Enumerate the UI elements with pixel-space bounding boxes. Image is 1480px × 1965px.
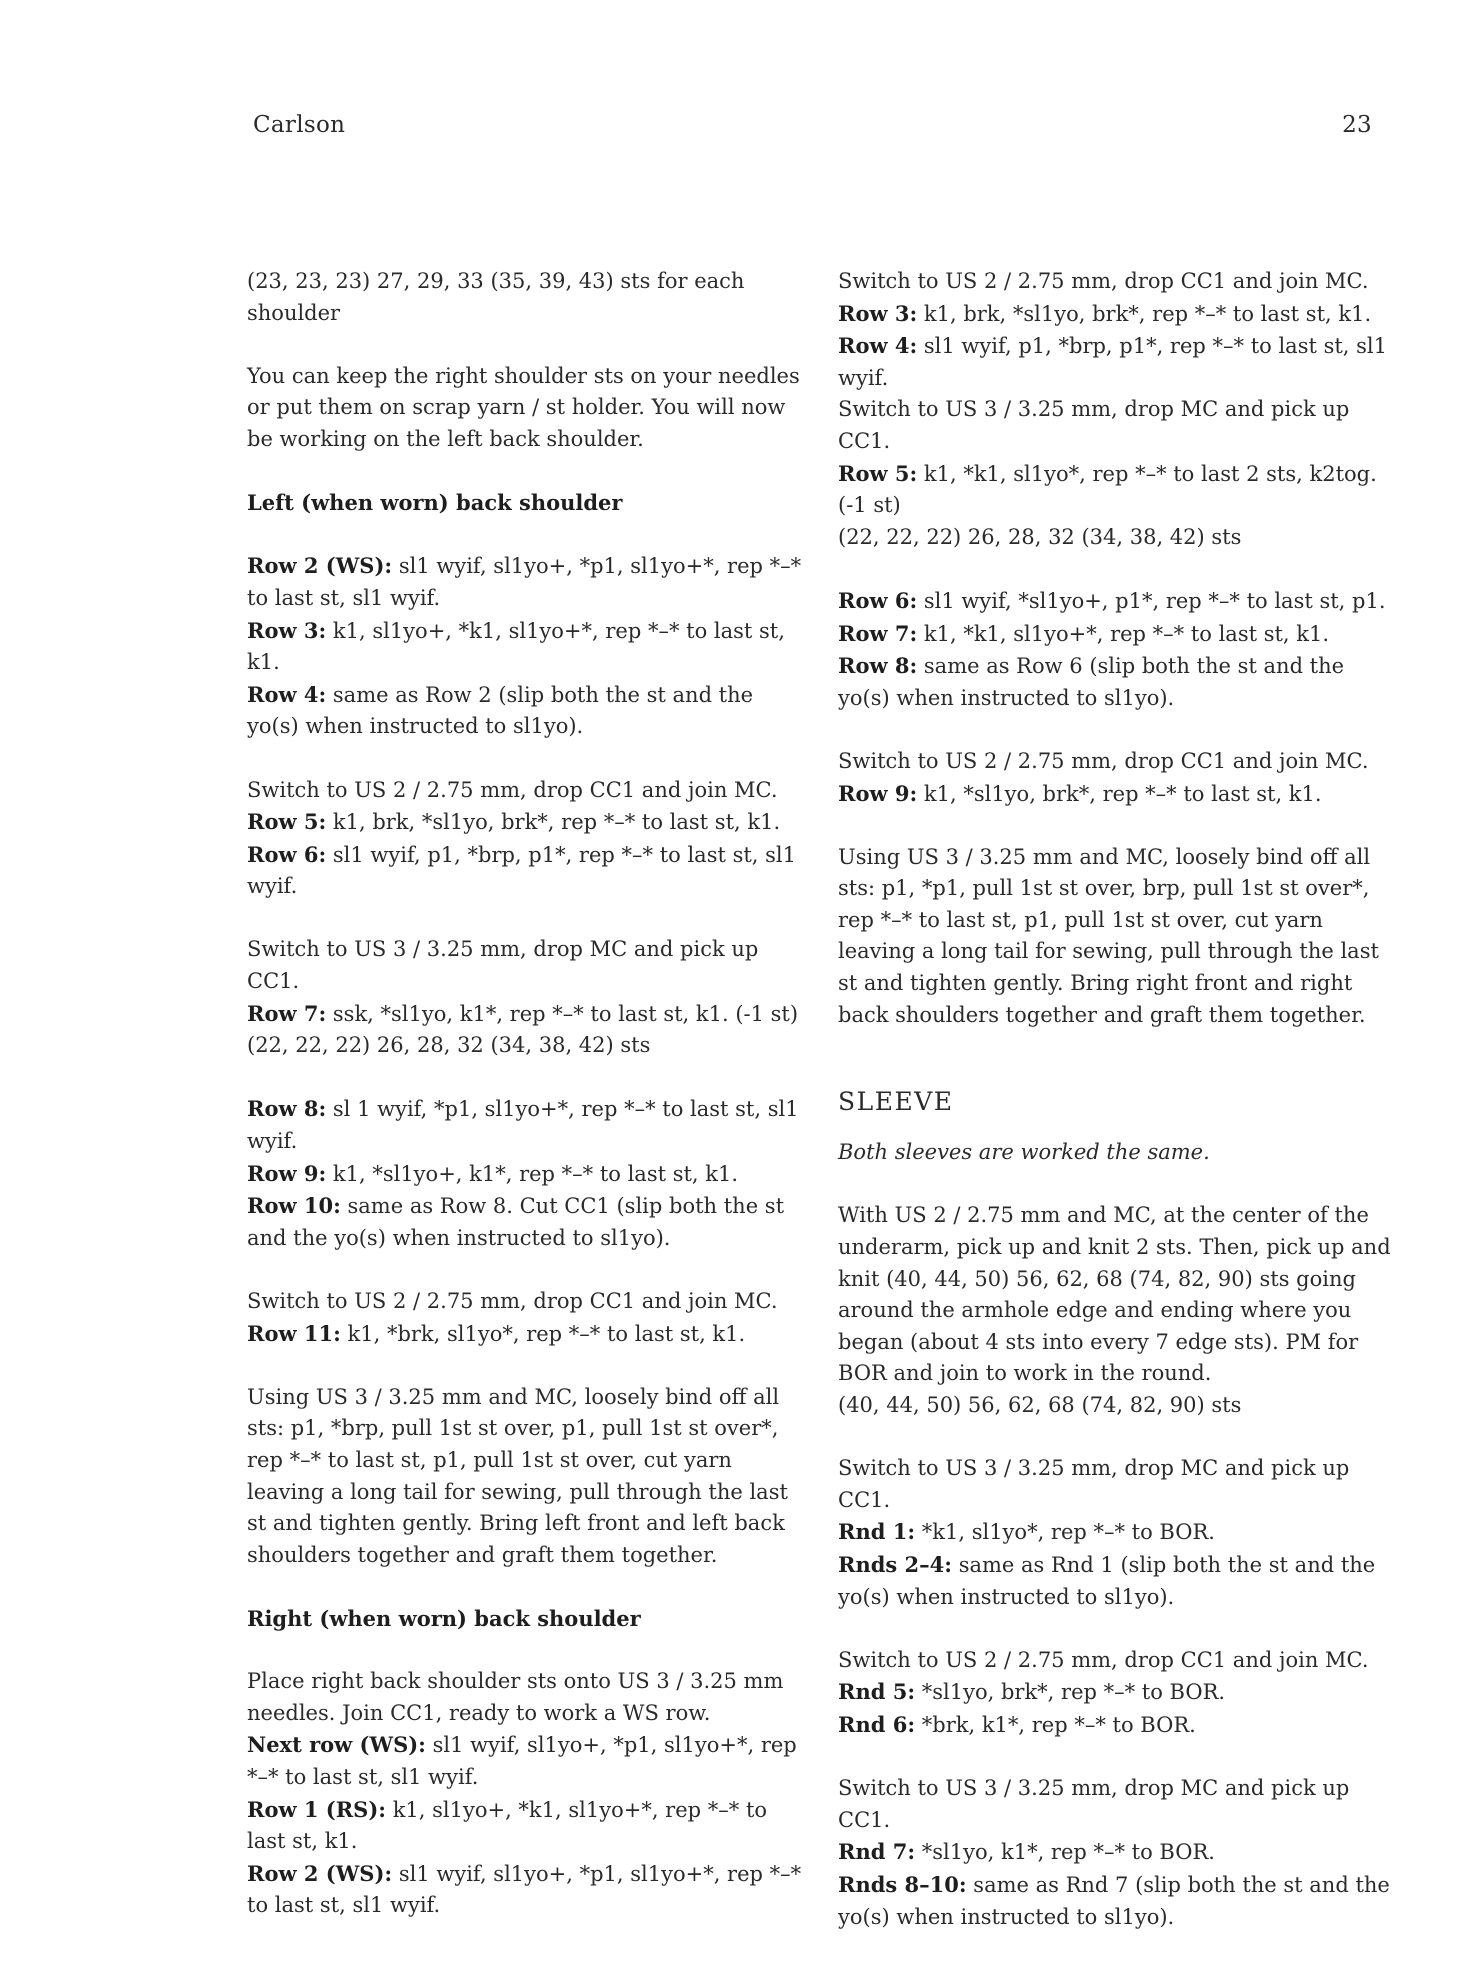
section-title-sleeve: SLEEVE — [838, 1087, 954, 1117]
row-label: Row 3: — [247, 617, 327, 643]
row-block — [838, 1645, 1393, 1742]
row-text: sl1 wyif, p1, *brp, p1*, rep *–* to last st, sl1 wyif. — [838, 334, 1388, 390]
row-block — [247, 775, 802, 903]
round-label: Rnd 1: — [838, 1519, 916, 1545]
row-instruction — [247, 1729, 802, 1793]
round-instruction — [838, 1869, 1393, 1933]
row-block — [247, 1286, 802, 1350]
row-label: Row 10: — [247, 1193, 341, 1219]
row-block — [838, 1200, 1393, 1421]
row-text: k1, sl1yo+, *k1, sl1yo+*, rep *–* to last st, k1. — [247, 618, 785, 675]
round-text: same as Rnd 7 (slip both the st and the yo(s) when instructed to sl1yo). — [838, 1872, 1390, 1929]
row-label: Row 8: — [838, 653, 918, 679]
row-instruction — [247, 1093, 802, 1157]
row-text: sl1 wyif, p1, *brp, p1*, rep *–* to last st, sl1 wyif. — [247, 842, 797, 899]
row-instruction — [247, 839, 802, 903]
row-block — [838, 1453, 1393, 1613]
row-block — [247, 1093, 802, 1254]
row-label: Row 11: — [247, 1320, 341, 1346]
row-instruction — [838, 458, 1393, 522]
row-text: k1, *brk, sl1yo*, rep *–* to last st, k1. — [340, 1321, 746, 1346]
row-text: sl 1 wyif, *p1, sl1yo+*, rep *–* to last st, sl1 wyif. — [247, 1097, 799, 1154]
switch-instruction: Switch to US 2 / 2.75 mm, drop CC1 and join MC. — [247, 777, 778, 802]
row-block — [838, 1773, 1393, 1933]
row-label: Row 6: — [838, 587, 918, 613]
row-instruction — [247, 1318, 802, 1351]
round-instruction — [838, 1516, 1393, 1549]
row-text: k1, *sl1yo, brk*, rep *–* to last st, k1. — [917, 781, 1322, 806]
row-instruction — [838, 298, 1393, 331]
row-instruction — [838, 330, 1393, 394]
row-label: Row 8: — [247, 1096, 327, 1122]
row-text: sl1 wyif, *sl1yo+, p1*, rep *–* to last st, p1. — [917, 588, 1386, 613]
subheading-right-back-shoulder: Right (when worn) back shoulder — [247, 1605, 641, 1631]
switch-instruction: Switch to US 3 / 3.25 mm, drop MC and pick up CC1. — [838, 1776, 1350, 1832]
stitch-count: (22, 22, 22) 26, 28, 32 (34, 38, 42) sts — [247, 1033, 651, 1058]
sleeve-note: Both sleeves are worked the same. — [838, 1140, 1210, 1165]
round-label: Rnd 7: — [838, 1839, 916, 1865]
row-instruction — [838, 618, 1393, 651]
round-text: same as Rnd 1 (slip both the st and the yo(s) when instructed to sl1yo). — [838, 1552, 1376, 1609]
row-block — [247, 550, 802, 743]
row-text: k1, *k1, sl1yo*, rep *–* to last 2 sts, k2tog. (-1 st) — [838, 461, 1377, 518]
row-label: Row 2 (WS): — [247, 1860, 393, 1886]
round-label: Rnds 2–4: — [838, 1551, 953, 1577]
round-instruction — [838, 1549, 1393, 1613]
row-instruction — [247, 615, 802, 679]
switch-instruction: Switch to US 2 / 2.75 mm, drop CC1 and join MC. — [247, 1289, 778, 1313]
row-label: Next row (WS): — [247, 1732, 426, 1758]
row-label: Row 3: — [838, 300, 918, 326]
row-text: k1, sl1yo+, *k1, sl1yo+*, rep *–* to last st, k1. — [247, 1797, 768, 1854]
row-text: sl1 wyif, sl1yo+, *p1, sl1yo+*, rep *–* to last st, sl1 wyif. — [247, 1733, 797, 1789]
row-instruction — [838, 585, 1393, 618]
round-text: *sl1yo, k1*, rep *–* to BOR. — [915, 1840, 1215, 1865]
round-instruction — [838, 1709, 1393, 1742]
bind-off-paragraph: Using US 3 / 3.25 mm and MC, loosely bind off all sts: p1, *p1, pull 1st st over, brp, pull 1st st over*, rep *–* to last st, p1, pull 1st st over, cut yarn leaving a long tail for sewing, pull through the last st and tighten gently. Bring right front and right back shoulders together and graft them together. — [838, 844, 1379, 1027]
round-label: Rnd 6: — [838, 1711, 916, 1737]
row-instruction — [247, 1190, 802, 1254]
switch-instruction: Switch to US 3 / 3.25 mm, drop MC and pick up CC1. — [247, 937, 759, 994]
row-text: ssk, *sl1yo, k1*, rep *–* to last st, k1. (-1 st) — [326, 1001, 799, 1026]
switch-instruction: Switch to US 3 / 3.25 mm, drop MC and pick up CC1. — [838, 397, 1350, 453]
round-instruction — [838, 1836, 1393, 1869]
round-instruction — [838, 1676, 1393, 1709]
row-label: Row 4: — [247, 681, 327, 707]
right-column — [838, 266, 1393, 1965]
row-instruction — [247, 550, 802, 614]
switch-instruction: Switch to US 2 / 2.75 mm, drop CC1 and join MC. — [838, 269, 1369, 293]
switch-instruction: Switch to US 2 / 2.75 mm, drop CC1 and join MC. — [838, 748, 1369, 773]
stitch-count: (23, 23, 23) 27, 29, 33 (35, 39, 43) sts for each shoulder — [247, 269, 745, 325]
row-text: k1, brk, *sl1yo, brk*, rep *–* to last st, k1. — [917, 301, 1372, 326]
pickup-instruction: With US 2 / 2.75 mm and MC, at the center of the underarm, pick up and knit 2 sts. Then, pick up and knit (40, 44, 50) 56, 62, 68 (74, 82, 90) sts going around the armhole edge and ending where you began (about 4 sts into every 7 edge sts). PM for BOR and join to work in the round. — [838, 1203, 1391, 1386]
row-text: k1, *k1, sl1yo+*, rep *–* to last st, k1. — [917, 621, 1330, 646]
row-instruction — [247, 998, 802, 1031]
left-column — [247, 266, 802, 1953]
switch-instruction: Switch to US 2 / 2.75 mm, drop CC1 and join MC. — [838, 1647, 1369, 1672]
row-text: same as Row 2 (slip both the st and the yo(s) when instructed to sl1yo). — [247, 682, 754, 739]
row-instruction — [838, 778, 1393, 811]
row-label: Row 7: — [838, 620, 918, 646]
row-instruction — [247, 806, 802, 839]
page-number: 23 — [1342, 112, 1372, 138]
row-label: Row 4: — [838, 333, 918, 359]
row-block — [247, 1666, 802, 1922]
row-label: Row 5: — [838, 460, 918, 486]
row-instruction — [247, 679, 802, 743]
row-text: sl1 wyif, sl1yo+, *p1, sl1yo+*, rep *–* to last st, sl1 wyif. — [247, 554, 802, 610]
row-label: Row 9: — [838, 780, 918, 806]
place-instruction: Place right back shoulder sts onto US 3 / 3.25 mm needles. Join CC1, ready to work a WS row. — [247, 1669, 784, 1725]
row-label: Row 7: — [247, 1000, 327, 1026]
row-text: same as Row 8. Cut CC1 (slip both the st and the yo(s) when instructed to sl1yo). — [247, 1194, 785, 1250]
row-block — [247, 934, 802, 1061]
row-text: k1, brk, *sl1yo, brk*, rep *–* to last st, k1. — [326, 810, 781, 835]
row-text: sl1 wyif, sl1yo+, *p1, sl1yo+*, rep *–* to last st, sl1 wyif. — [247, 1861, 802, 1918]
row-label: Row 9: — [247, 1160, 327, 1186]
row-instruction — [247, 1158, 802, 1191]
row-text: k1, *sl1yo+, k1*, rep *–* to last st, k1. — [326, 1161, 739, 1186]
round-label: Rnds 8–10: — [838, 1871, 967, 1897]
subheading-left-back-shoulder: Left (when worn) back shoulder — [247, 490, 623, 516]
round-text: *sl1yo, brk*, rep *–* to BOR. — [915, 1680, 1226, 1705]
row-block — [838, 746, 1393, 810]
stitch-count: (22, 22, 22) 26, 28, 32 (34, 38, 42) sts — [838, 524, 1242, 549]
row-label: Row 2 (WS): — [247, 553, 393, 579]
switch-instruction: Switch to US 3 / 3.25 mm, drop MC and pick up CC1. — [838, 1456, 1350, 1512]
stitch-count: (40, 44, 50) 56, 62, 68 (74, 82, 90) sts — [838, 1393, 1242, 1417]
row-instruction — [838, 650, 1393, 714]
row-label: Row 6: — [247, 841, 327, 867]
row-label: Row 5: — [247, 809, 327, 835]
row-block — [838, 585, 1393, 714]
round-label: Rnd 5: — [838, 1679, 916, 1705]
running-head-author: Carlson — [253, 112, 346, 138]
row-label: Row 1 (RS): — [247, 1796, 387, 1822]
row-block — [838, 266, 1393, 553]
round-text: *brk, k1*, rep *–* to BOR. — [915, 1712, 1196, 1737]
bind-off-paragraph: Using US 3 / 3.25 mm and MC, loosely bind off all sts: p1, *brp, pull 1st st over, p1, pull 1st st over*, rep *–* to last st, p1, pull 1st st over, cut yarn leaving a long tail for sewing, pull through the last st and tighten gently. Bring left front and left back shoulders together and graft them together. — [247, 1384, 788, 1567]
row-text: same as Row 6 (slip both the st and the yo(s) when instructed to sl1yo). — [838, 654, 1345, 710]
row-instruction — [247, 1794, 802, 1858]
paragraph-right-shoulder-note: You can keep the right shoulder sts on your needles or put them on scrap yarn / st holder. You will now be working on the left back shoulder. — [247, 363, 800, 451]
round-text: *k1, sl1yo*, rep *–* to BOR. — [915, 1520, 1215, 1545]
